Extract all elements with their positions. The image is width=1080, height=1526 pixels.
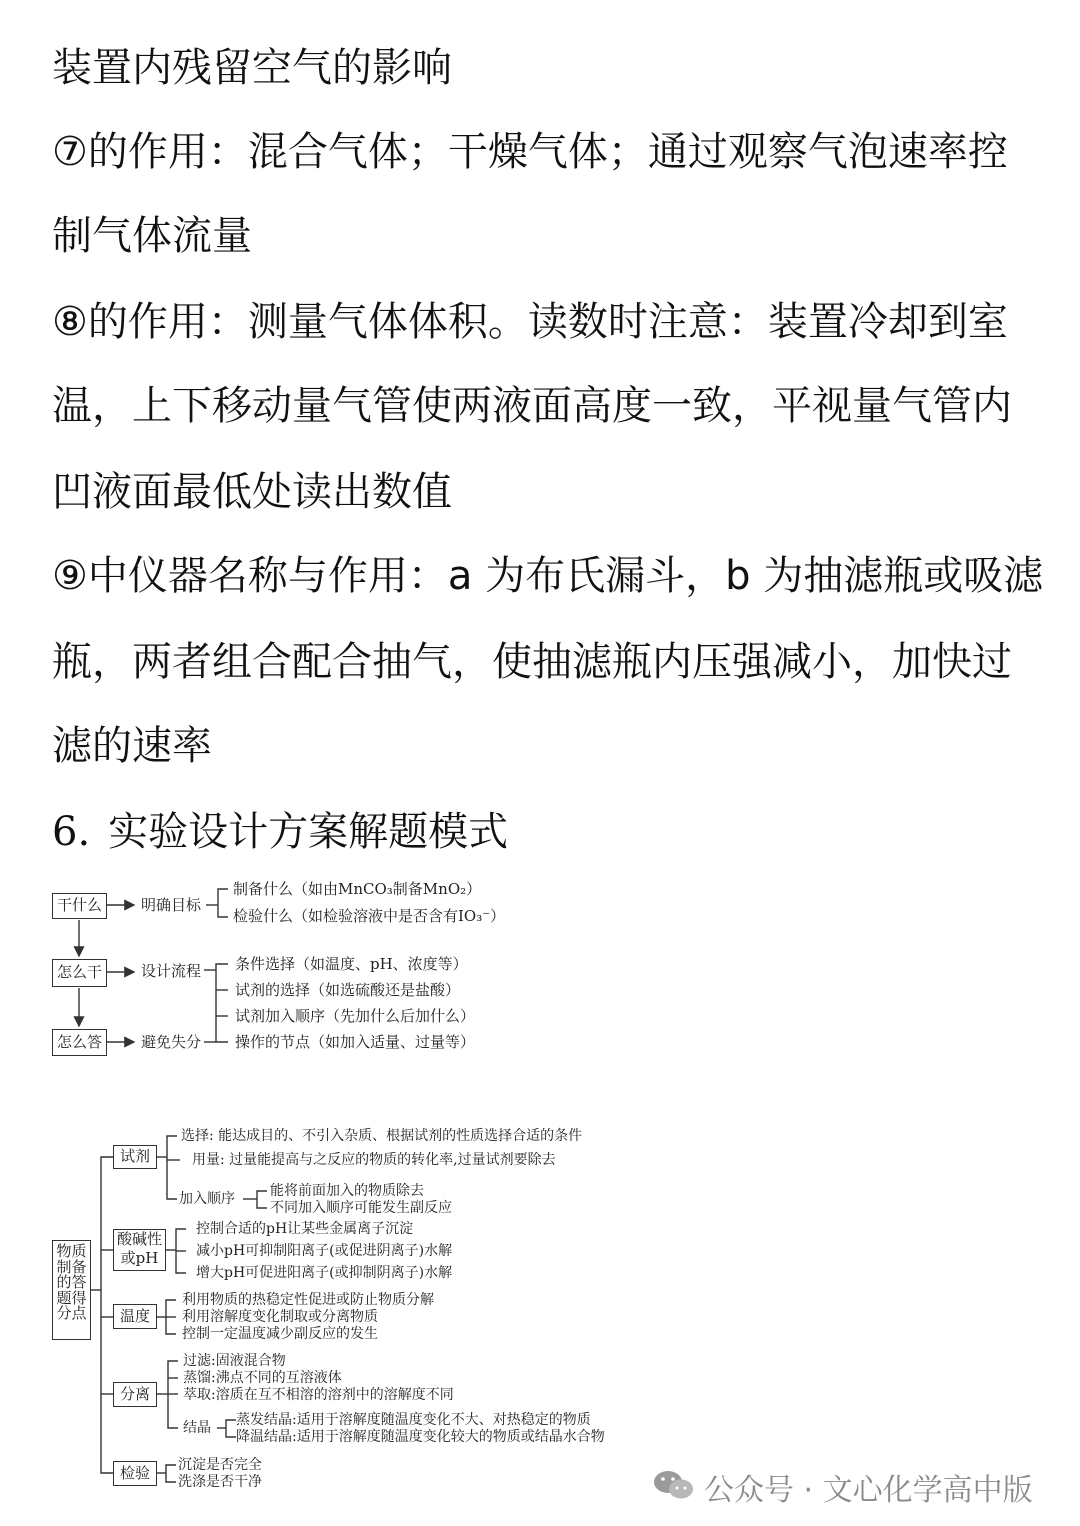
root-box [52, 1240, 91, 1340]
mid-avoid: 避免失分 [141, 1033, 202, 1051]
ph-item: 控制合适的pH让某些金属离子沉淀 [196, 1221, 414, 1237]
branch-ph-label: 酸碱性或pH [116, 1230, 162, 1267]
text-line: ⑨中仪器名称与作用：a 为布氏漏斗，b 为抽滤瓶或吸滤 [52, 553, 1044, 599]
sep-cryst-label: 结晶 [183, 1420, 211, 1436]
order-item: 能将前面加入的物质除去 [270, 1183, 424, 1199]
flow-item: 条件选择（如温度、pH、浓度等） [235, 955, 468, 973]
reagent-order-label: 加入顺序 [179, 1191, 235, 1207]
sep-item: 过滤:固液混合物 [183, 1353, 286, 1369]
goal-item: 检验什么（如检验溶液中是否含有IO₃⁻） [233, 907, 506, 925]
temp-item: 利用物质的热稳定性促进或防止物质分解 [182, 1292, 434, 1308]
branch-reagent: 试剂 [113, 1145, 157, 1169]
root-label: 物质制备的答题得分点 [56, 1242, 87, 1322]
sep-item: 蒸馏:沸点不同的互溶液体 [183, 1370, 342, 1386]
text-line: ⑧的作用：测量气体体积。读数时注意：装置冷却到室 [52, 299, 1008, 345]
order-item: 不同加入顺序可能发生副反应 [270, 1200, 452, 1216]
watermark-text: 公众号 · 文心化学高中版 [704, 1473, 1033, 1508]
text-line: 凹液面最低处读出数值 [52, 469, 452, 515]
text-line: 温，上下移动量气管使两液面高度一致，平视量气管内 [52, 383, 1012, 429]
branch-temp: 温度 [113, 1304, 157, 1329]
ph-item: 增大pH可促进阳离子(或抑制阴离子)水解 [196, 1265, 453, 1281]
wechat-icon [650, 1468, 698, 1502]
section-title: 实验设计方案解题模式 [108, 809, 509, 855]
temp-item: 利用溶解度变化制取或分离物质 [182, 1309, 378, 1325]
flow-item: 试剂加入顺序（先加什么后加什么） [235, 1007, 476, 1025]
test-item: 沉淀是否完全 [178, 1457, 262, 1473]
sep-item: 萃取:溶质在互不相溶的溶剂中的溶解度不同 [183, 1387, 454, 1403]
reagent-amount: 用量: 过量能提高与之反应的物质的转化率,过量试剂要除去 [192, 1152, 556, 1168]
cryst-item: 降温结晶:适用于溶解度随温度变化较大的物质或结晶水合物 [236, 1429, 605, 1445]
goal-item: 制备什么（如由MnCO₃制备MnO₂） [233, 880, 482, 898]
mid-goal: 明确目标 [141, 896, 202, 914]
test-item: 洗涤是否干净 [178, 1474, 262, 1490]
text-line: 瓶，两者组合配合抽气，使抽滤瓶内压强减小，加快过 [52, 639, 1012, 685]
branch-test: 检验 [113, 1461, 157, 1486]
mid-flow: 设计流程 [141, 962, 202, 980]
ph-item: 减小pH可抑制阳离子(或促进阴离子)水解 [196, 1243, 453, 1259]
cryst-item: 蒸发结晶:适用于溶解度随温度变化不大、对热稳定的物质 [236, 1412, 591, 1428]
box-what: 干什么 [52, 893, 107, 919]
text-line: ⑦的作用：混合气体；干燥气体；通过观察气泡速率控 [52, 129, 1008, 175]
text-line: 装置内残留空气的影响 [52, 45, 452, 91]
flow-item: 操作的节点（如加入适量、过量等） [235, 1033, 476, 1051]
box-how-answer: 怎么答 [52, 1029, 107, 1056]
branch-sep: 分离 [113, 1382, 157, 1407]
reagent-select: 选择: 能达成目的、不引入杂质、根据试剂的性质选择合适的条件 [181, 1128, 583, 1144]
branch-ph [113, 1229, 166, 1271]
box-how-do: 怎么干 [52, 959, 107, 987]
temp-item: 控制一定温度减少副反应的发生 [182, 1326, 378, 1342]
text-line: 滤的速率 [52, 723, 212, 769]
section-number: 6. [52, 809, 91, 855]
flow-item: 试剂的选择（如选硫酸还是盐酸） [235, 981, 461, 999]
text-line: 制气体流量 [52, 213, 252, 259]
